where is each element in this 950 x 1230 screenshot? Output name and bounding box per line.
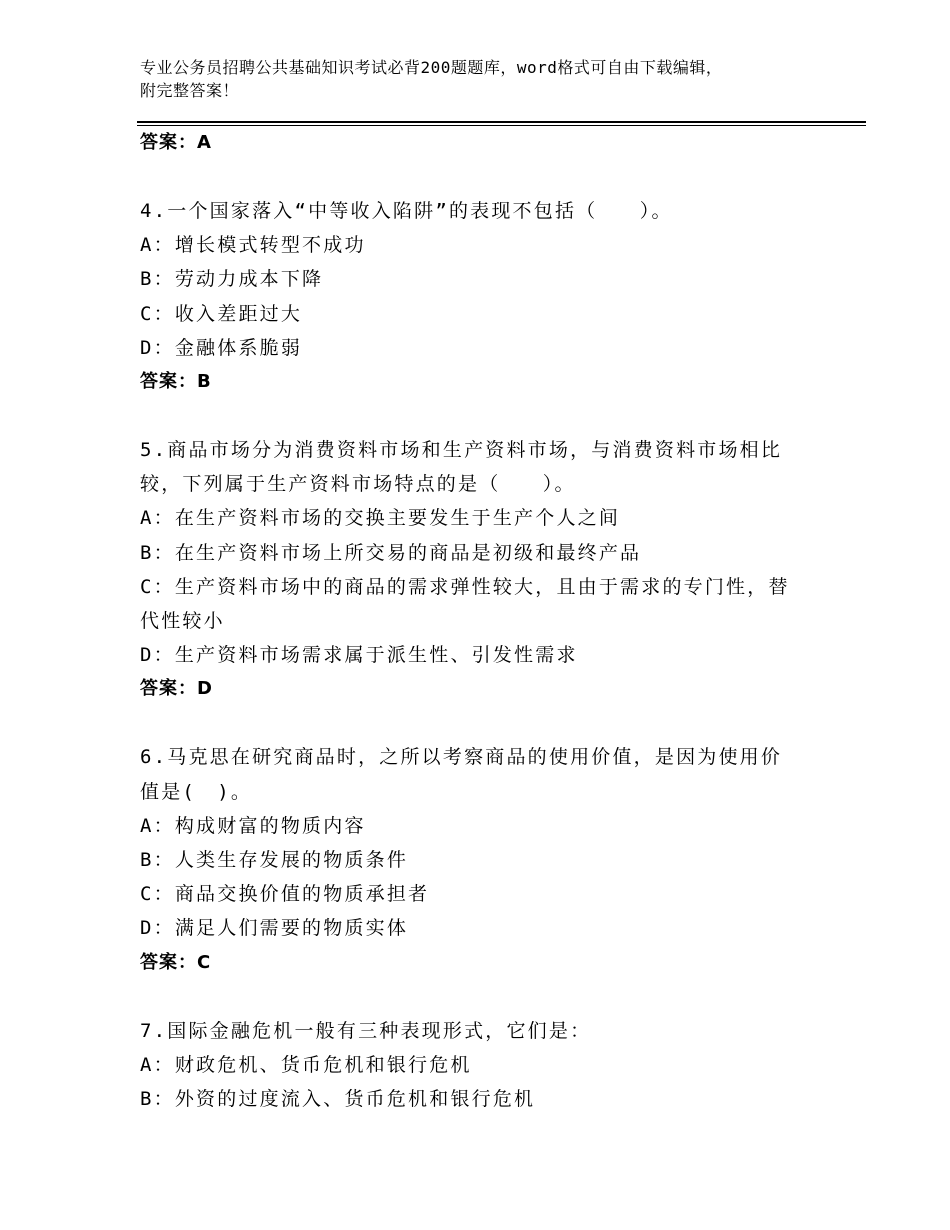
option-line: A：构成财富的物质内容	[140, 814, 366, 837]
option-line: A：在生产资料市场的交换主要发生于生产个人之间	[140, 507, 621, 530]
spacer	[140, 160, 820, 194]
spacer	[140, 980, 820, 1014]
answer-line: 答案：B	[140, 371, 212, 393]
option-line: B：在生产资料市场上所交易的商品是初级和最终产品	[140, 541, 642, 564]
header-rule-thick	[137, 121, 866, 123]
question-stem-line: 4.一个国家落入“中等收入陷阱”的表现不包括（ ）。	[140, 200, 673, 222]
option-line: C：生产资料市场中的商品的需求弹性较大，且由于需求的专门性，替	[140, 575, 790, 598]
answer-line: 答案：C	[140, 951, 212, 973]
option-line: C：商品交换价值的物质承担者	[140, 883, 430, 906]
spacer	[140, 706, 820, 740]
option-line: C：收入差距过大	[140, 302, 303, 325]
question-block	[140, 194, 820, 399]
question-block	[140, 433, 820, 706]
question-stem-line: 值是( )。	[140, 780, 253, 803]
option-line: D：金融体系脆弱	[140, 336, 303, 359]
question-block	[140, 1014, 820, 1117]
answer-line: 答案：D	[140, 678, 213, 700]
question-stem-line: 较，下列属于生产资料市场特点的是（ ）。	[140, 473, 576, 496]
question-block	[140, 740, 820, 979]
option-line: D：满足人们需要的物质实体	[140, 917, 409, 940]
option-line: D：生产资料市场需求属于派生性、引发性需求	[140, 644, 578, 667]
question-stem-line: 7.国际金融危机一般有三种表现形式，它们是：	[140, 1019, 592, 1042]
option-line: B：劳动力成本下降	[140, 268, 324, 291]
option-line: A：增长模式转型不成功	[140, 234, 366, 257]
question-stem-line: 6.马克思在研究商品时，之所以考察商品的使用价值，是因为使用价	[140, 746, 783, 769]
question-list	[140, 126, 820, 1116]
question-stem-line: 5.商品市场分为消费资料市场和生产资料市场，与消费资料市场相比	[140, 439, 783, 462]
header-line-2: 附完整答案！	[140, 81, 240, 100]
spacer	[140, 399, 820, 433]
option-line: A：财政危机、货币危机和银行危机	[140, 1053, 472, 1076]
option-line: B：人类生存发展的物质条件	[140, 849, 409, 872]
option-line: 代性较小	[140, 610, 225, 633]
header-line-1: 专业公务员招聘公共基础知识考试必背200题题库，word格式可自由下载编辑，	[140, 58, 723, 77]
page-header	[140, 56, 840, 102]
option-line: B：外资的过度流入、货币危机和银行危机	[140, 1088, 536, 1111]
answer-line: 答案：A	[140, 132, 212, 153]
